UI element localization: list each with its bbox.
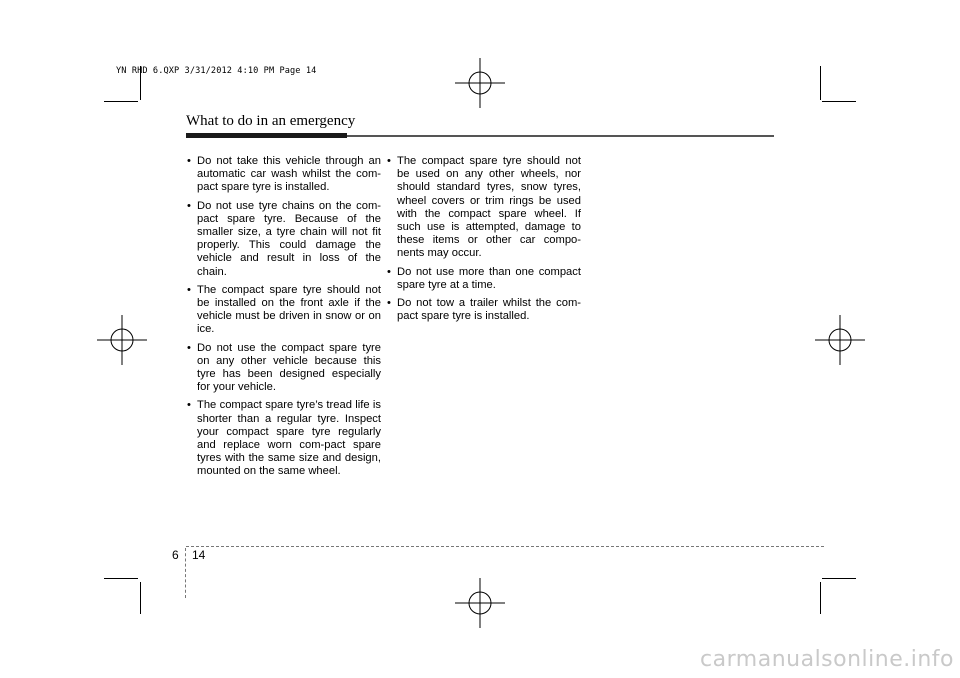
registration-mark-top xyxy=(455,58,505,108)
list-item xyxy=(186,200,381,279)
watermark: carmanualsonline.info xyxy=(700,647,954,672)
bullet-icon: • xyxy=(187,341,191,354)
list-item-text: Do not tow a trailer whilst the com-pact spare tyre is installed. xyxy=(397,297,581,323)
registration-mark-bottom xyxy=(455,578,505,628)
list-item xyxy=(386,297,581,323)
bullet-icon: • xyxy=(387,265,391,278)
registration-mark-right xyxy=(815,315,865,365)
list-item-text: The compact spare tyre should not be installed on the front axle if the vehicle must be driven in snow or on ice. xyxy=(197,283,381,336)
list-item-text: Do not take this vehicle through an automatic car wash whilst the com-pact spare tyre is installed. xyxy=(197,155,381,194)
section-number: 6 xyxy=(172,548,179,562)
bullet-icon: • xyxy=(187,399,191,412)
list-item xyxy=(386,155,581,261)
left-column xyxy=(186,155,381,484)
print-slug: YN RHD 6.QXP 3/31/2012 4:10 PM Page 14 xyxy=(116,66,317,76)
crop-mark xyxy=(820,582,821,614)
header-rule-accent xyxy=(186,133,347,138)
crop-mark xyxy=(820,66,821,100)
list-item-text: Do not use more than one compact spare tyre at a time. xyxy=(397,265,581,291)
list-item-text: The compact spare tyre’s tread life is shorter than a regular tyre. Inspect your compact spare tyre regularly and replace worn com-pact spare tyres with the same size and design, mounted on the same wheel. xyxy=(197,399,381,478)
list-item-text: Do not use tyre chains on the com-pact spare tyre. Because of the smaller size, a tyre chain will not fit properly. This could damage the vehicle and result in loss of the chain. xyxy=(197,199,381,278)
list-item xyxy=(186,155,381,195)
section-title: What to do in an emergency xyxy=(186,113,356,129)
bullet-icon: • xyxy=(187,199,191,212)
crop-mark xyxy=(140,582,141,614)
footer-separator xyxy=(185,548,186,598)
list-item xyxy=(386,266,581,292)
crop-mark xyxy=(104,578,138,579)
list-item xyxy=(186,399,381,478)
list-item-text: Do not use the compact spare tyre on any other vehicle because this tyre has been designed especially for your vehicle. xyxy=(197,341,381,394)
crop-mark xyxy=(822,101,856,102)
crop-mark xyxy=(822,578,856,579)
footer-rule xyxy=(186,546,824,547)
right-column xyxy=(386,155,581,328)
list-item-text: The compact spare tyre should not be used on any other wheels, nor should standard tyres, snow tyres, wheel covers or trim rings be used with the compact spare wheel. If such use is attempted, damage to these items or other car compo-nents may occur. xyxy=(397,155,581,260)
list-item xyxy=(186,284,381,337)
bullet-icon: • xyxy=(387,155,391,167)
bullet-icon: • xyxy=(187,283,191,296)
bullet-icon: • xyxy=(387,297,391,310)
crop-mark xyxy=(104,101,138,102)
bullet-icon: • xyxy=(187,155,191,167)
page-number: 14 xyxy=(192,548,206,562)
registration-mark-left xyxy=(97,315,147,365)
list-item xyxy=(186,342,381,395)
